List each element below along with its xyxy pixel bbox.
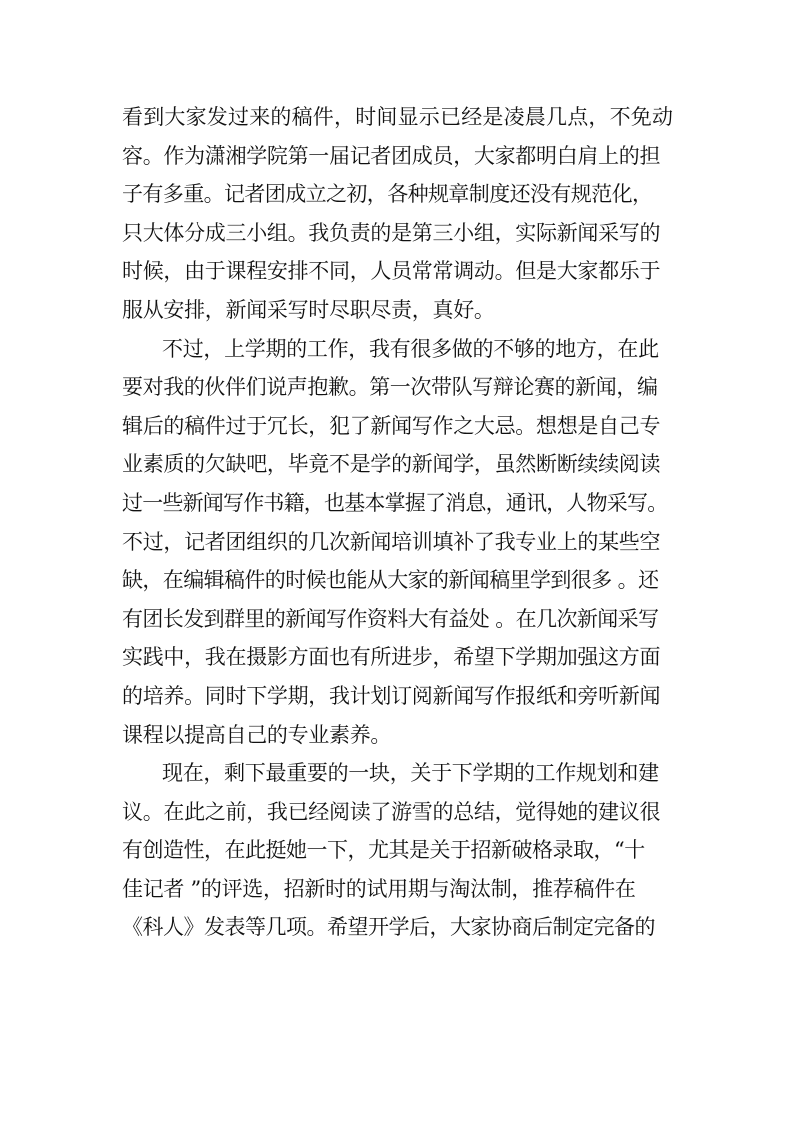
text-line-14: 有团长发到群里的新闻写作资料大有益处 。在几次新闻采写 [122,606,659,631]
text-line-19: 议。在此之前，我已经阅读了游雪的总结，觉得她的建议很 [122,799,661,824]
text-line-18: 现在，剩下最重要的一块，关于下学期的工作规划和建 [162,761,659,786]
text-line-3: 子有多重。记者团成立之初，各种规章制度还没有规范化， [122,182,653,207]
text-line-9: 辑后的稿件过于冗长，犯了新闻写作之大忌。想想是自己专 [122,413,661,438]
text-line-8: 要对我的伙伴们说声抱歉。第一次带队写辩论赛的新闻，编 [122,375,658,400]
text-line-21: 佳记者 ”的评选，招新时的试用期与淘汰制，推荐稿件在 [122,876,636,901]
text-line-7: 不过，上学期的工作，我有很多做的不够的地方，在此 [162,336,659,361]
text-line-5: 时候，由于课程安排不同，人员常常调动。但是大家都乐于 [122,259,661,284]
text-line-17: 课程以提高自己的专业素养。 [122,722,392,747]
body-text [122,98,682,947]
text-line-4: 只大体分成三小组。我负责的是第三小组，实际新闻采写的 [122,220,661,245]
text-line-6: 服从安排，新闻采写时尽职尽责，真好。 [122,297,495,322]
text-line-11: 过一些新闻写作书籍，也基本掌握了消息，通讯，人物采写。 [122,490,668,515]
text-line-1: 看到大家发过来的稿件，时间显示已经是凌晨几点，不免动 [122,105,674,129]
text-line-22: 《科人》发表等几项。希望开学后，大家协商后制定完备的 [122,915,655,940]
text-line-20: 有创造性，在此挺她一下，尤其是关于招新破格录取，“十 [122,838,645,863]
text-line-2: 容。作为潇湘学院第一届记者团成员，大家都明白肩上的担 [122,143,661,168]
text-line-10: 业素质的欠缺吧，毕竟不是学的新闻学，虽然断断续续阅读 [122,452,661,477]
text-line-15: 实践中，我在摄影方面也有所进步，希望下学期加强这方面 [122,645,661,670]
text-line-13: 缺，在编辑稿件的时候也能从大家的新闻稿里学到很多 。还 [122,568,659,593]
text-line-16: 的培养。同时下学期，我计划订阅新闻写作报纸和旁听新闻 [122,683,661,708]
text-line-12: 不过，记者团组织的几次新闻培训填补了我专业上的某些空 [122,529,661,554]
